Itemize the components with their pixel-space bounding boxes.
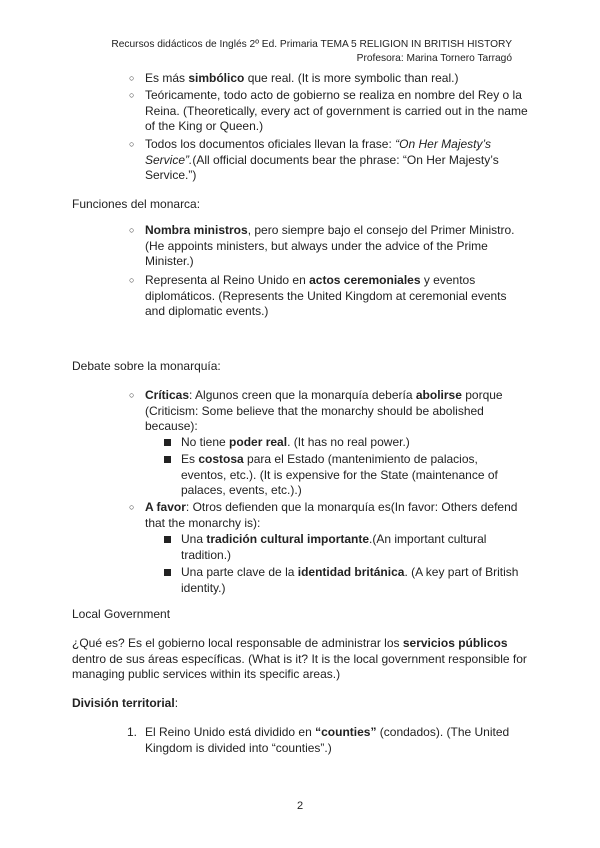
sub-list-item: Una tradición cultural importante.(An important cultural tradition.) — [181, 532, 511, 563]
bullet-circle-icon: ○ — [129, 390, 135, 400]
bullet-circle-icon: ○ — [129, 139, 135, 149]
list-item: ○ Es más simbólico que real. (It is more symbolic than real.) — [129, 71, 459, 85]
bullet-circle-icon: ○ — [129, 275, 135, 285]
header-teacher: Profesora: Marina Tornero Tarragó — [356, 53, 512, 64]
section-heading-debate: Debate sobre la monarquía: — [72, 359, 221, 373]
section-heading-funciones: Funciones del monarca: — [72, 197, 201, 211]
list-item-criticas: ○ Críticas: Algunos creen que la monarquía debería abolirse porque (Criticism: Some believe that the monarchy should be abolished because): — [129, 388, 503, 433]
bullet-circle-icon: ○ — [129, 225, 135, 235]
page-number: 2 — [296, 800, 304, 812]
section-heading-local-government: Local Government — [72, 607, 171, 621]
bullet-circle-icon: ○ — [129, 502, 135, 512]
numbered-list-item: 1. El Reino Unido está dividido en “counties” (condados). (The United Kingdom is divided into “counties”.) — [127, 725, 510, 755]
bullet-square-icon — [164, 456, 171, 463]
bullet-square-icon — [164, 569, 171, 576]
sub-list-item: No tiene poder real. (It has no real power.) — [181, 435, 511, 451]
header-course-title: Recursos didácticos de Inglés 2º Ed. Primaria TEMA 5 RELIGION IN BRITISH HISTORY — [111, 39, 512, 50]
bullet-square-icon — [164, 536, 171, 543]
sub-list-item: Es costosa para el Estado (mantenimiento de palacios, eventos, etc.). (It is expensive for the State (maintenance of palaces, events, etc.).) — [181, 452, 521, 499]
section-heading-division: División territorial: — [72, 696, 179, 710]
bullet-square-icon — [164, 439, 171, 446]
bullet-circle-icon: ○ — [129, 73, 135, 83]
list-item-a-favor: ○ A favor: Otros defienden que la monarquía es(In favor: Others defend that the monarchy is): — [129, 500, 518, 530]
list-number: 1. — [127, 725, 138, 739]
local-government-paragraph: ¿Qué es? Es el gobierno local responsable de administrar los servicios públicos dentro de sus áreas específicas. (What is it? It is the local government responsible for managing public services within its specific areas.) — [72, 636, 527, 681]
list-item: ○ Teóricamente, todo acto de gobierno se realiza en nombre del Rey o la Reina. (Theoretically, every act of government is carried out in the name of the King or Queen.) — [129, 88, 528, 133]
bullet-circle-icon: ○ — [129, 90, 135, 100]
list-item: ○ Representa al Reino Unido en actos ceremoniales y eventos diplomáticos. (Represents the United Kingdom at ceremonial events and diplomatic events.) — [129, 273, 507, 318]
sub-list-item: Una parte clave de la identidad británica. (A key part of British identity.) — [181, 565, 526, 596]
list-item: ○ Todos los documentos oficiales llevan la frase: “On Her Majesty’s Service”.(All official documents bear the phrase: “On Her Majesty’s Service.”) — [129, 137, 499, 182]
list-item: ○ Nombra ministros, pero siempre bajo el consejo del Primer Ministro.(He appoints ministers, but always under the advice of the Prime Minister.) — [129, 223, 515, 268]
